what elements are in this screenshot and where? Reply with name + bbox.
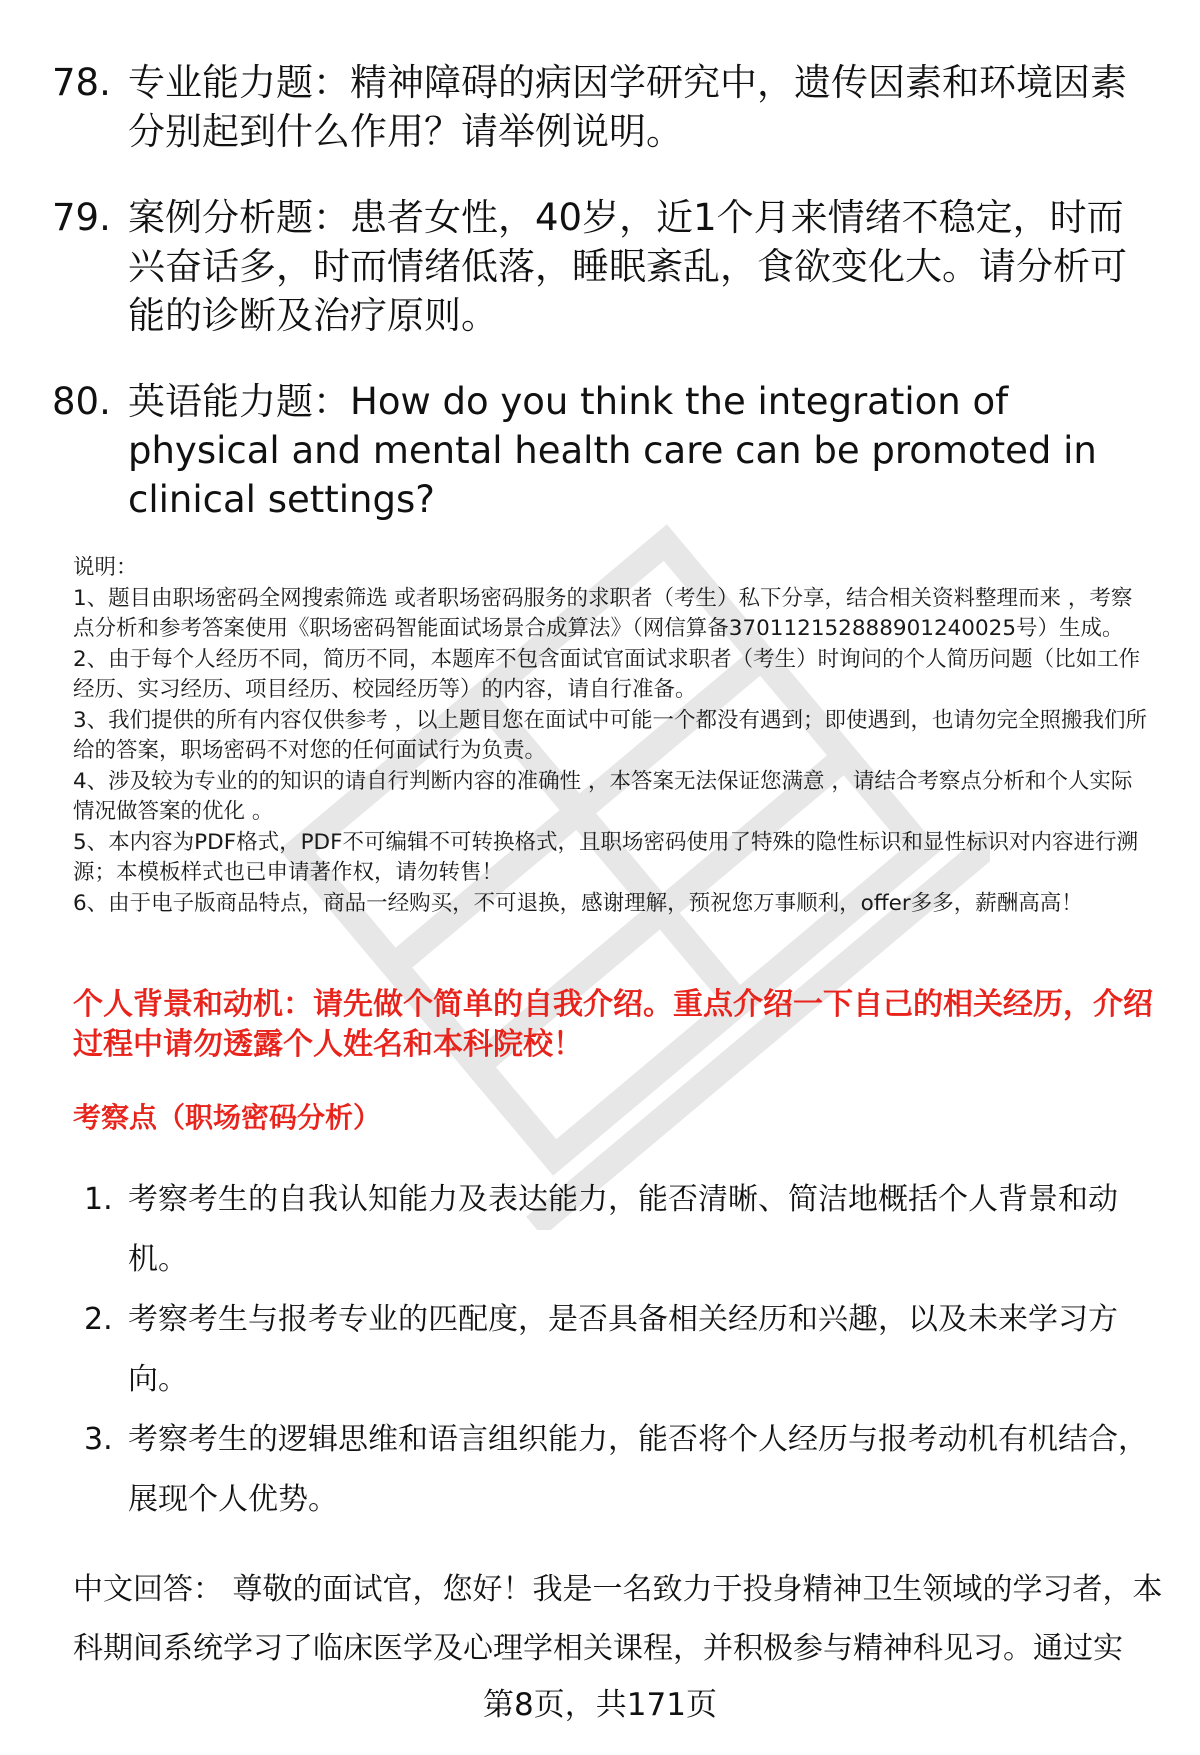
question-text: 专业能力题：精神障碍的病因学研究中，遗传因素和环境因素分别起到什么作用？请举例说明。 (128, 61, 1127, 153)
question-text: 英语能力题：How do you think the integration of physical and mental health care can be promoted in clinical settings? (128, 380, 1097, 521)
item-number: 2. (84, 1302, 113, 1337)
item-number: 1. (84, 1182, 113, 1217)
assessment-points-list (84, 1170, 1164, 1530)
note-item: 3、我们提供的所有内容仅供参考 ，以上题目您在面试中可能一个都没有遇到；即使遇到，也请勿完全照搬我们所给的答案，职场密码不对您的任何面试行为负责。 (73, 707, 1148, 763)
question-79 (52, 193, 1152, 340)
note-item: 6、由于电子版商品特点，商品一经购买，不可退换，感谢理解，预祝您万事顺利，offer多多，薪酬高高！ (73, 890, 1083, 916)
note-item: 5、本内容为PDF格式，PDF不可编辑不可转换格式，且职场密码使用了特殊的隐性标识和显性标识对内容进行溯源；本模板样式也已申请著作权，请勿转售！ (73, 829, 1138, 885)
list-item (84, 1410, 1164, 1530)
item-text: 考察考生的逻辑思维和语言组织能力，能否将个人经历与报考动机有机结合，展现个人优势。 (128, 1422, 1148, 1517)
disclaimer-notes (73, 553, 1153, 919)
list-item (84, 1290, 1164, 1410)
note-item: 1、题目由职场密码全网搜索筛选 或者职场密码服务的求职者（考生）私下分享，结合相关资料整理而来 ，考察点分析和参考答案使用《职场密码智能面试场景合成算法》（网信算备370112152888901240025号）生成。 (73, 585, 1133, 641)
list-item (84, 1170, 1164, 1290)
question-80 (52, 377, 1152, 524)
notes-title: 说明： (73, 555, 138, 580)
item-text: 考察考生的自我认知能力及表达能力，能否清晰、简洁地概括个人背景和动机。 (128, 1182, 1118, 1277)
item-number: 3. (84, 1422, 113, 1457)
chinese-answer: 中文回答： 尊敬的面试官，您好！我是一名致力于投身精神卫生领域的学习者，本科期间系统学习了临床医学及心理学相关课程，并积极参与精神科见习。通过实 (73, 1572, 1163, 1666)
assessment-points-title: 考察点（职场密码分析） (73, 1101, 382, 1134)
note-item: 4、涉及较为专业的的知识的请自行判断内容的准确性 ，本答案无法保证您满意 ，请结合考察点分析和个人实际情况做答案的优化 。 (73, 768, 1133, 824)
item-text: 考察考生与报考专业的匹配度，是否具备相关经历和兴趣，以及未来学习方向。 (128, 1302, 1118, 1397)
section-heading-motive: 个人背景和动机：请先做个简单的自我介绍。重点介绍一下自己的相关经历，介绍过程中请勿透露个人姓名和本科院校！ (73, 987, 1153, 1062)
question-number: 78. (52, 61, 111, 104)
note-item: 2、由于每个人经历不同，简历不同，本题库不包含面试官面试求职者（考生）时询问的个人简历问题（比如工作经历、实习经历、项目经历、校园经历等）的内容，请自行准备。 (73, 646, 1141, 702)
question-list (52, 58, 1152, 561)
question-number: 80. (52, 380, 111, 423)
question-number: 79. (52, 196, 111, 239)
page-number: 第8页，共171页 (483, 1687, 717, 1723)
question-78 (52, 58, 1152, 156)
question-text: 案例分析题：患者女性，40岁，近1个月来情绪不稳定，时而兴奋话多，时而情绪低落，睡眠紊乱，食欲变化大。请分析可能的诊断及治疗原则。 (128, 196, 1127, 337)
